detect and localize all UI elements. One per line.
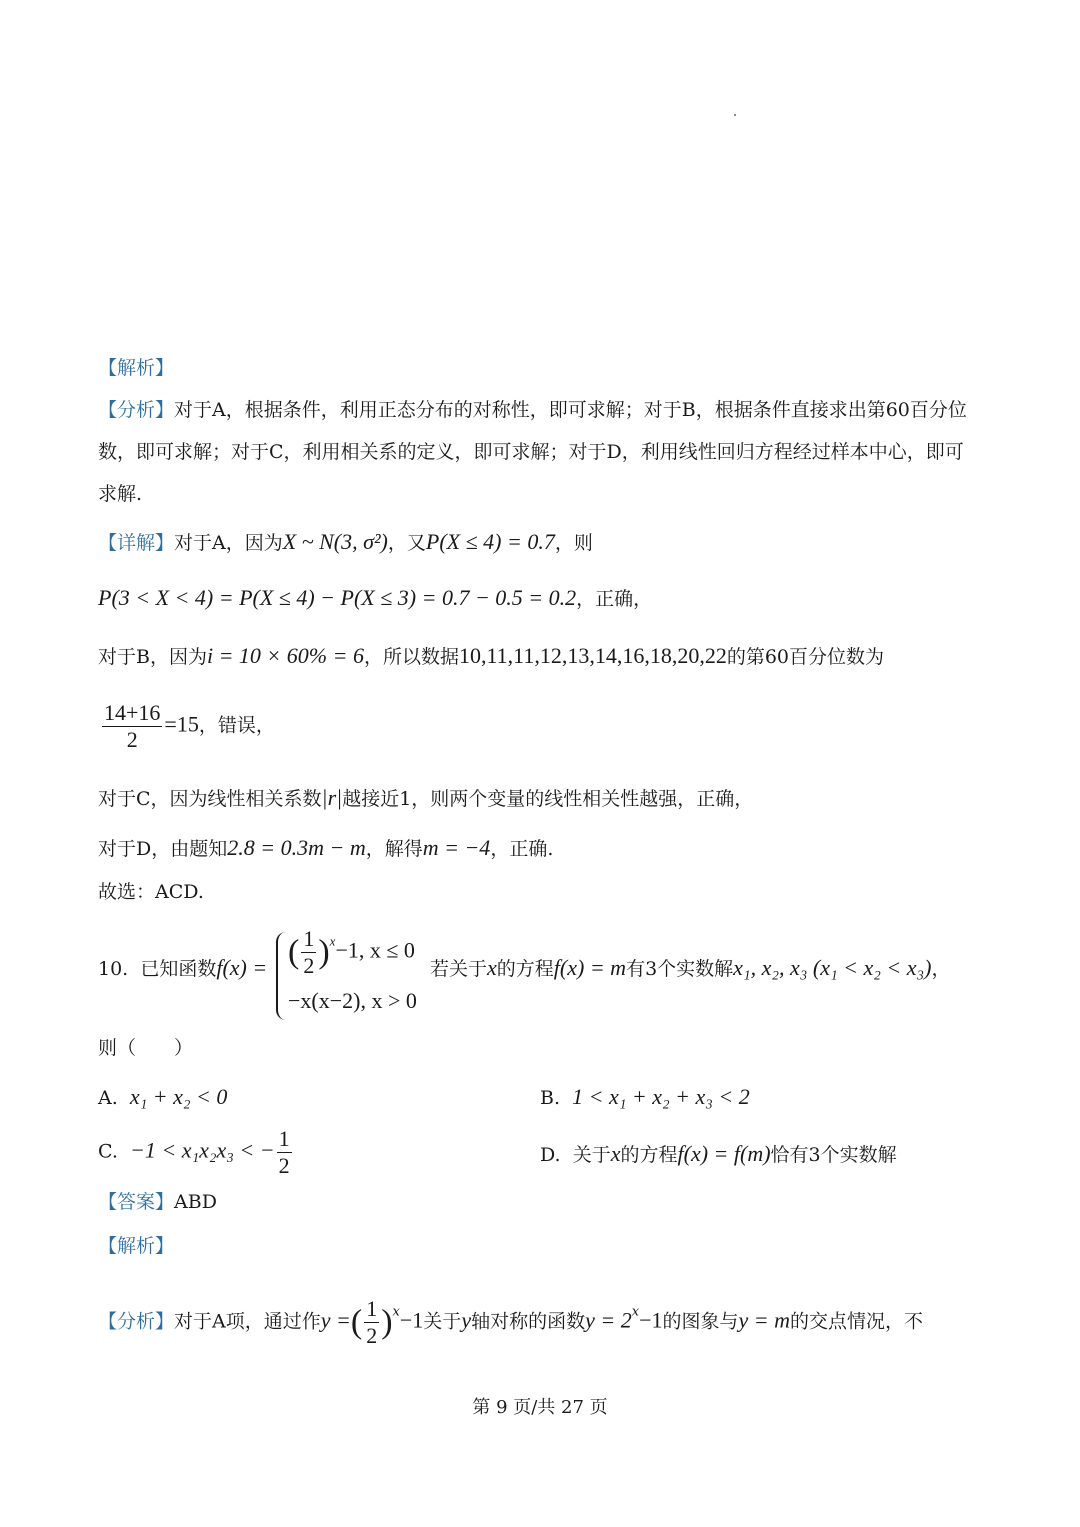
- question-stem-start: 已知函数: [140, 958, 217, 980]
- stem-mid: 若关于: [430, 958, 488, 980]
- analysis-2-tag: 【分析】: [98, 1310, 175, 1333]
- analysis-2-numerator: 1: [366, 1296, 378, 1321]
- detail-tag: 【详解】: [98, 532, 175, 554]
- option-c-label: C.: [98, 1140, 118, 1163]
- probability-given: P(X ≤ 4) = 0.7: [425, 529, 555, 554]
- detail-d-line: [98, 836, 553, 861]
- question-number: 10.: [98, 958, 129, 980]
- analysis-2-y-eq: y =: [320, 1307, 351, 1333]
- option-d-post: 恰有3个实数解: [770, 1144, 897, 1166]
- option-d-label: D.: [540, 1144, 561, 1166]
- option-c-denominator: 2: [278, 1153, 290, 1178]
- analysis-2-exponent: x: [392, 1304, 400, 1320]
- detail-a-mid: ，又: [387, 532, 426, 554]
- analysis-2-fraction: [364, 1296, 379, 1349]
- option-d: [540, 1140, 897, 1167]
- percentile-index: i = 10 × 60% = 6: [206, 643, 364, 668]
- section-heading-jiexi-2: 【解析】: [98, 1235, 175, 1257]
- percentile-fraction: [102, 700, 162, 753]
- analysis-2-fn2-rest: −1: [639, 1307, 663, 1333]
- question-10-start: [98, 956, 267, 981]
- analysis-text-1: 对于A，根据条件，利用正态分布的对称性，即可求解；对于B，根据条件直接求出第60百分位: [174, 399, 967, 421]
- case1-rest: −1, x ≤ 0: [335, 937, 415, 963]
- analysis-line-1: [98, 398, 967, 422]
- case1-denominator: 2: [303, 953, 315, 978]
- option-a-text: x₁ + x₂ < 0: [129, 1084, 228, 1109]
- option-b-text: 1 < x₁ + x₂ + x₃ < 2: [572, 1084, 750, 1109]
- case1-numerator: 1: [303, 926, 315, 951]
- option-b-label: B.: [540, 1087, 561, 1109]
- percentile-value: =15: [164, 711, 199, 737]
- option-d-mid: 的方程: [620, 1144, 678, 1166]
- stem-mid3: 有3个实数解: [626, 958, 734, 980]
- stem-roots: x₁, x₂, x₃ (x₁ < x₂ < x₃): [733, 955, 932, 980]
- data-set: 10,11,11,12,13,14,16,18,20,22: [458, 643, 727, 668]
- function-name: f(x) =: [216, 955, 268, 980]
- analysis-line-3: 求解.: [98, 483, 143, 505]
- option-c-text: −1 < x₁x₂x₃ < −: [130, 1137, 275, 1163]
- paren-right: ): [318, 933, 330, 971]
- analysis-line-2: 数，即可求解；对于C，利用相关系的定义，即可求解；对于D，利用线性回归方程经过样本中心，即可: [98, 441, 964, 463]
- detail-d-mid: ，解得: [365, 838, 423, 860]
- analysis-2-mid: 关于: [423, 1310, 462, 1333]
- scan-speck: [734, 114, 736, 116]
- detail-c-line: [98, 786, 753, 811]
- detail-d-intro: 对于D，由题知: [98, 838, 228, 860]
- analysis-2-paren-left: (: [350, 1303, 363, 1341]
- detail-b-result: ，错误，: [198, 714, 275, 737]
- question-10-ze: 则（ ）: [98, 1037, 194, 1059]
- regression-equation: 2.8 = 0.3m − m: [227, 835, 366, 860]
- option-a: [98, 1084, 227, 1110]
- answer-tag: 【答案】: [98, 1191, 175, 1213]
- analysis-2-paren-right: ): [381, 1303, 393, 1341]
- option-c-fraction: [277, 1126, 292, 1179]
- correlation-coefficient: |r|: [321, 785, 343, 810]
- option-c-numerator: 1: [278, 1126, 290, 1151]
- detail-b-mid: ，所以数据: [363, 646, 459, 668]
- analysis-2-line: [98, 1296, 923, 1349]
- detail-d-result: ，正确.: [490, 838, 554, 860]
- analysis-2-minus1: −1: [399, 1307, 424, 1333]
- analysis-2-fn2-exp: x: [631, 1304, 640, 1320]
- section-heading-jiexi: 【解析】: [98, 357, 175, 379]
- regression-solution: m = −4: [422, 835, 491, 860]
- detail-a-then: ，则: [554, 532, 593, 554]
- stem-equation: f(x) = m: [553, 955, 627, 980]
- detail-b-intro: 对于B，因为: [98, 646, 207, 668]
- option-a-label: A.: [98, 1087, 118, 1109]
- option-c: [98, 1126, 294, 1179]
- detail-a-result: ，正确，: [576, 588, 653, 610]
- answer-value: ABD: [174, 1191, 217, 1213]
- fraction-numerator: 14+16: [104, 700, 161, 725]
- case1-exponent: x: [329, 933, 336, 949]
- analysis-tag: 【分析】: [98, 399, 175, 421]
- analysis-2-ym: y = m: [738, 1307, 790, 1333]
- option-d-pre: 关于: [572, 1144, 611, 1166]
- detail-a-intro: 对于A，因为: [174, 532, 283, 554]
- option-d-var: x: [610, 1141, 621, 1166]
- analysis-2-tail: 的交点情况，不: [790, 1310, 924, 1333]
- analysis-2-pre: 对于A项，通过作: [174, 1310, 321, 1333]
- detail-b-tail: 的第60百分位数为: [726, 646, 885, 668]
- analysis-2-y-axis: y: [461, 1307, 472, 1333]
- question-10-stem: [430, 956, 951, 981]
- piecewise-case-1: [288, 926, 415, 979]
- option-d-equation: f(x) = f(m): [677, 1141, 771, 1166]
- detail-a-calc-line: [98, 586, 652, 611]
- paren-left: (: [288, 933, 300, 971]
- probability-calc: P(3 < X < 4) = P(X ≤ 4) − P(X ≤ 3) = 0.7 − 0.5 = 0.2: [98, 585, 577, 610]
- analysis-2-denominator: 2: [366, 1323, 378, 1348]
- answer-line: [98, 1190, 217, 1214]
- analysis-2-mid2: 轴对称的函数: [471, 1310, 586, 1333]
- stem-mid2: 的方程: [496, 958, 554, 980]
- fraction-denominator: 2: [126, 727, 138, 752]
- option-b: [540, 1084, 750, 1110]
- stem-var: x: [487, 955, 497, 980]
- case1-fraction: [301, 926, 316, 979]
- analysis-2-mid3: 的图象与: [662, 1310, 739, 1333]
- page-footer: 第 9 页/共 27 页: [472, 1397, 608, 1418]
- detail-a-line: [98, 530, 593, 555]
- analysis-2-fn2: y = 2: [585, 1307, 632, 1333]
- detail-c-intro: 对于C，因为线性相关系数: [98, 788, 322, 810]
- detail-c-tail: 越接近1，则两个变量的线性相关性越强，正确，: [342, 788, 754, 810]
- piecewise-case-2: −x(x−2), x > 0: [288, 988, 417, 1013]
- detail-b-frac-line: [100, 700, 275, 753]
- detail-b-line: [98, 644, 884, 669]
- detail-choice: 故选：ACD.: [98, 881, 204, 903]
- normal-distribution: X ~ N(3, σ²): [282, 529, 388, 554]
- stem-end: ，: [931, 958, 951, 980]
